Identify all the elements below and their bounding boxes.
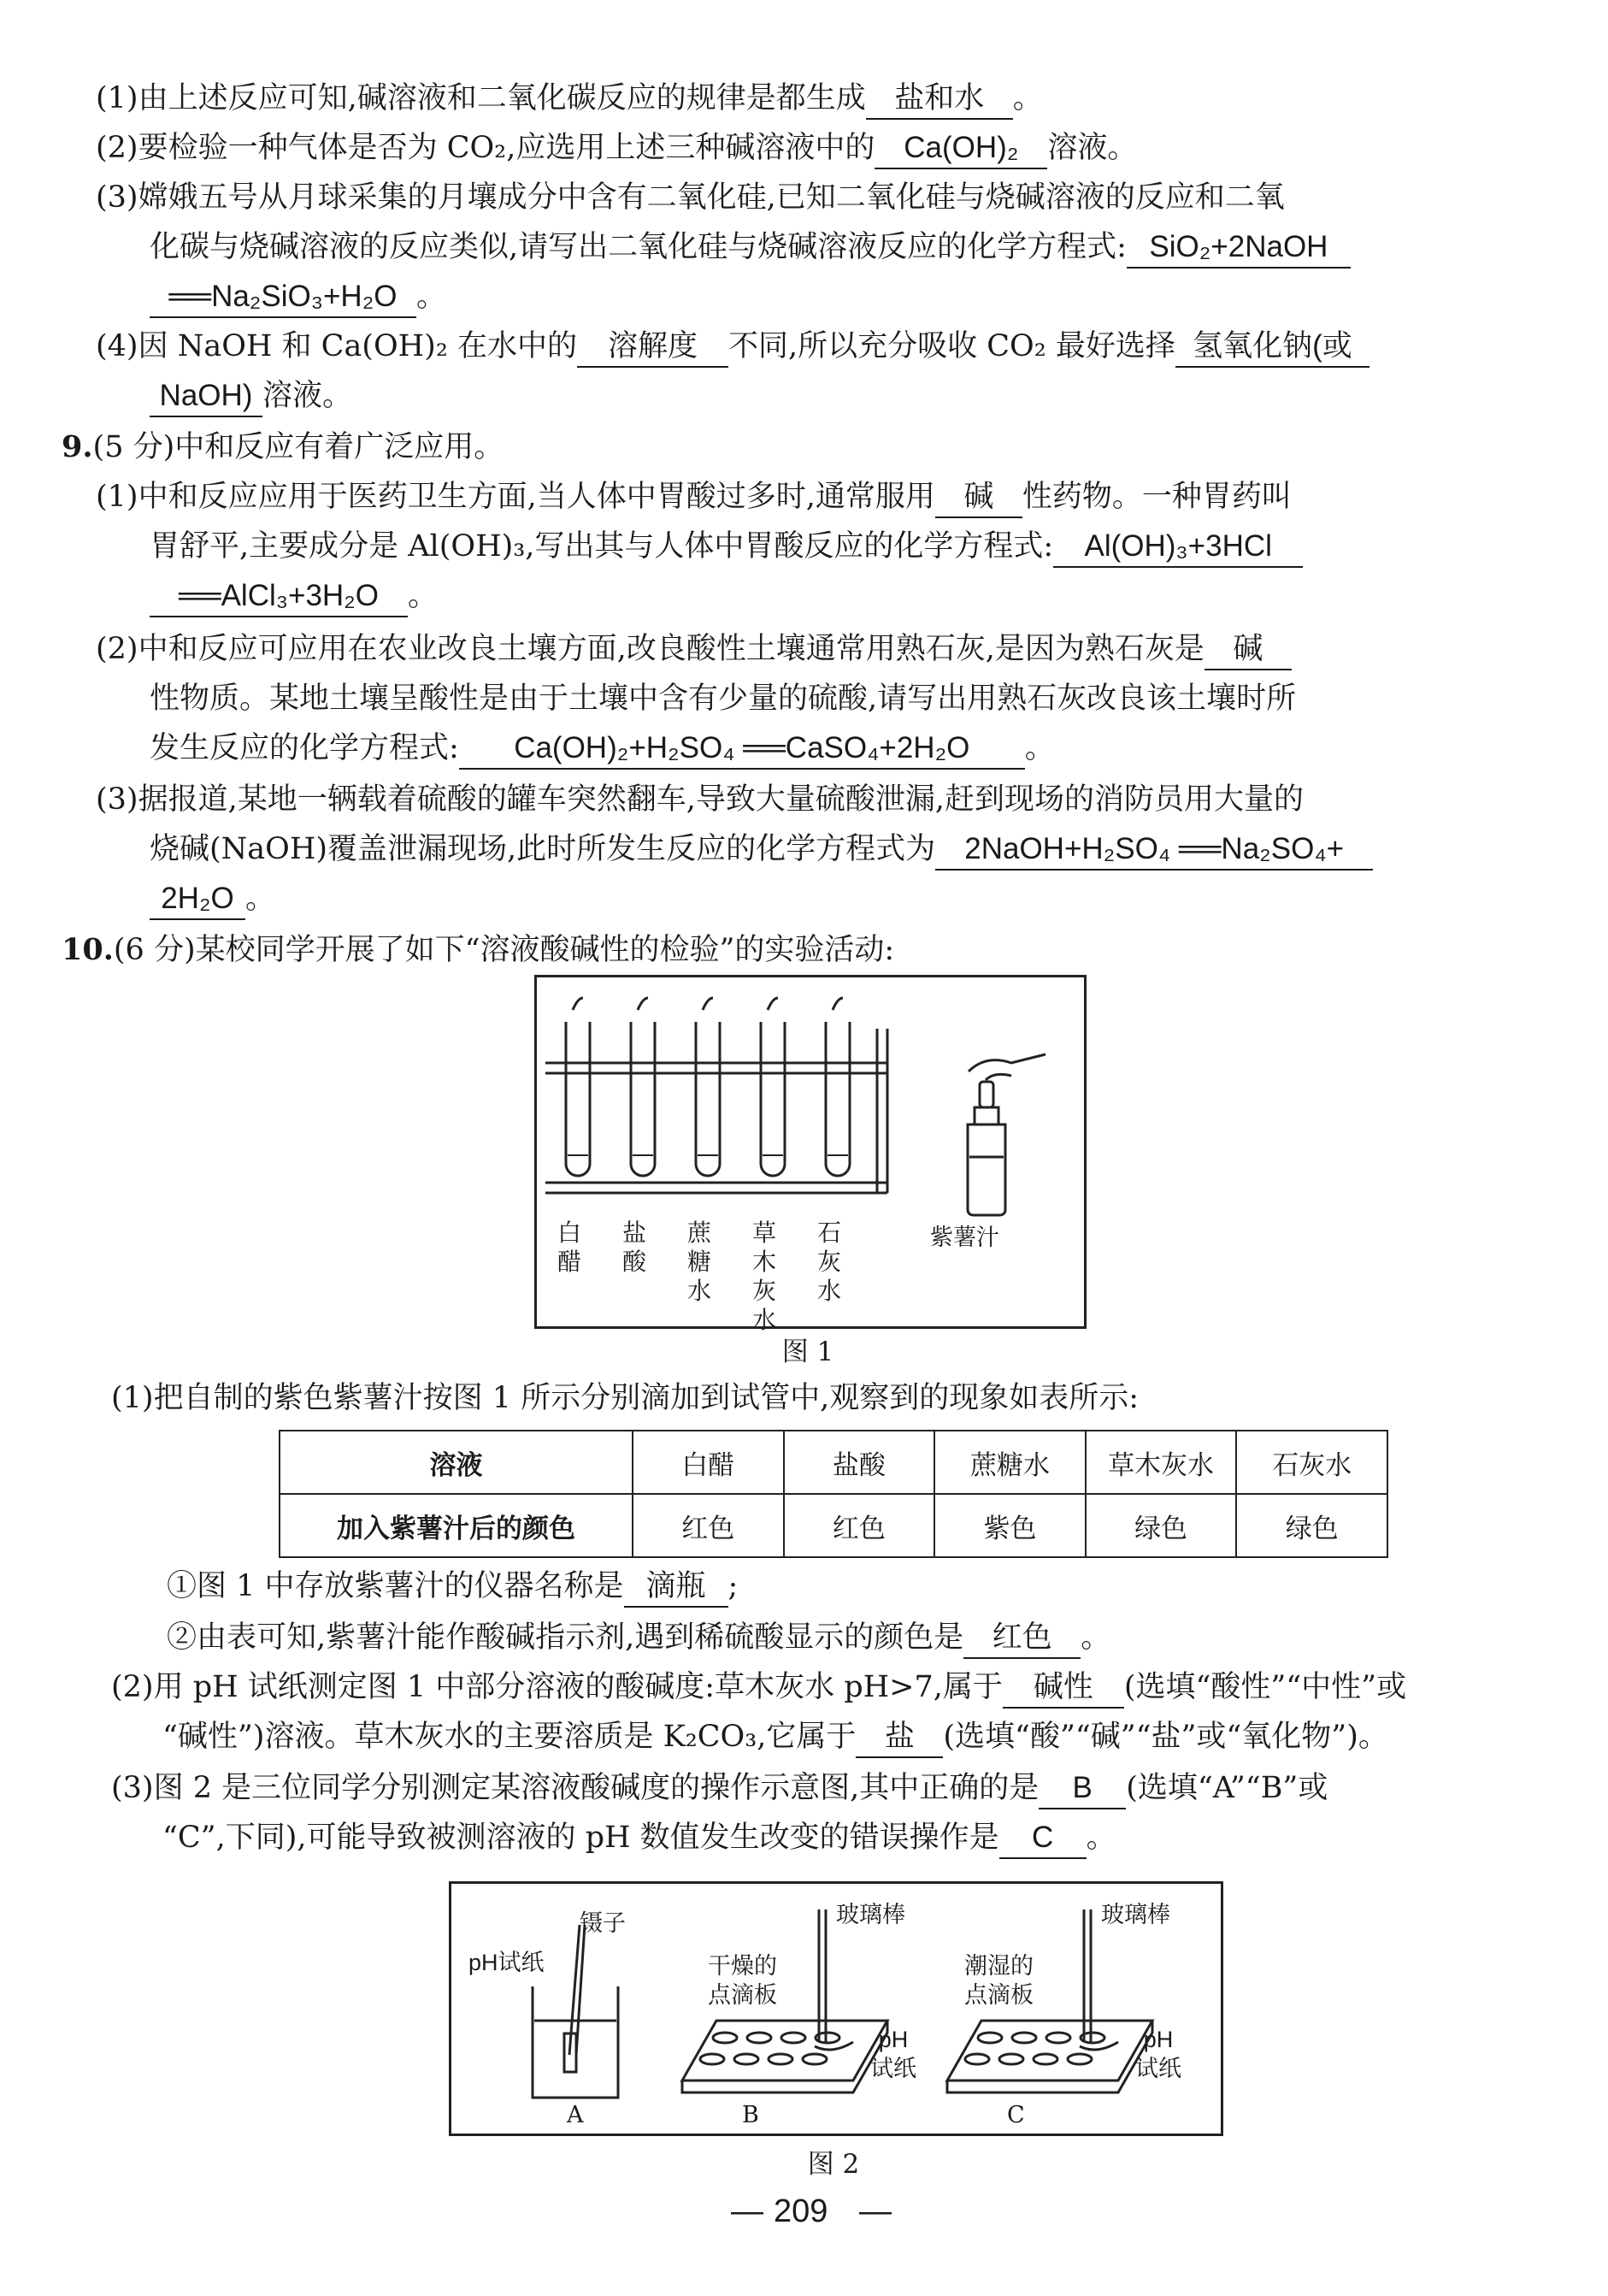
q9-answer-5b: 2H₂O bbox=[150, 879, 245, 920]
fig2-ph-paper-a: pH试纸 bbox=[468, 1950, 545, 1975]
q9-part2-line3 bbox=[150, 729, 1055, 770]
fig2-ph-paper-b bbox=[870, 2025, 916, 2083]
q9-answer-1: 碱 bbox=[935, 477, 1022, 518]
table-row bbox=[280, 1494, 1387, 1557]
figure-1 bbox=[534, 975, 1087, 1334]
fig2-ph-b-line2: 试纸 bbox=[870, 2056, 916, 2081]
page-number: 209 bbox=[774, 2193, 828, 2229]
q10-answer-6: C bbox=[999, 1818, 1087, 1859]
fig2-wet-plate-line2: 点滴板 bbox=[964, 1982, 1034, 2009]
q8-part1 bbox=[96, 79, 1043, 120]
table-cell: 红色 bbox=[633, 1494, 784, 1557]
table-cell: 盐酸 bbox=[784, 1431, 935, 1494]
q8-answer-2: Ca(OH)₂ bbox=[875, 128, 1047, 169]
q10-title bbox=[62, 930, 894, 970]
q10-sub2-text: ②由表可知,紫薯汁能作酸碱指示剂,遇到稀硫酸显示的颜色是 bbox=[167, 1620, 964, 1655]
q9-part3-end: 。 bbox=[245, 882, 276, 916]
q8-part3-text: 化碳与烧碱溶液的反应类似,请写出二氧化硅与烧碱溶液反应的化学方程式: bbox=[150, 230, 1127, 264]
q8-part3-end: 。 bbox=[416, 280, 447, 314]
table-cell: 蔗糖水 bbox=[934, 1431, 1086, 1494]
q10-part3-end: 。 bbox=[1086, 1821, 1116, 1855]
q10-part2-line2 bbox=[162, 1717, 1388, 1758]
figure-1-caption: 图 1 bbox=[781, 1337, 834, 1367]
q8-part3-line1: (3)嫦娥五号从月球采集的月壤成分中含有二氧化硅,已知二氧化硅与烧碱溶液的反应和二氧 bbox=[96, 180, 1285, 215]
q9-number: 9. bbox=[62, 429, 93, 464]
q8-part2 bbox=[96, 128, 1137, 169]
q9-part3-line2 bbox=[150, 829, 1373, 871]
q10-part2-line2-end: (选填“酸”“碱”“盐”或“氧化物”)。 bbox=[943, 1720, 1388, 1754]
table-cell: 红色 bbox=[784, 1494, 935, 1557]
q9-part1-text: (1)中和反应应用于医药卫生方面,当人体中胃酸过多时,通常服用 bbox=[96, 480, 935, 514]
q9-title-text: (5 分)中和反应有着广泛应用。 bbox=[92, 430, 504, 464]
fig2-dry-plate bbox=[708, 1952, 777, 2010]
q8-part3-line3 bbox=[150, 277, 446, 318]
q10-part3-text-end: (选填“A”“B”或 bbox=[1126, 1771, 1328, 1805]
fig2-ph-b-line1: pH bbox=[878, 2027, 909, 2052]
fig2-tweezers: 镊子 bbox=[580, 1910, 626, 1937]
q9-title bbox=[62, 428, 504, 467]
fig2-wet-plate-line1: 潮湿的 bbox=[964, 1953, 1034, 1980]
q10-part2-text: (2)用 pH 试纸测定图 1 中部分溶液的酸碱度:草木灰水 pH>7,属于 bbox=[111, 1670, 1003, 1704]
fig2-glass-rod-b: 玻璃棒 bbox=[836, 1902, 905, 1928]
table-cell: 绿色 bbox=[1086, 1494, 1237, 1557]
fig2-ph-paper-c bbox=[1135, 2025, 1181, 2083]
q9-part1-line3 bbox=[150, 576, 438, 617]
tube-label-3: 蔗糖水 bbox=[686, 1219, 711, 1305]
q10-sub2 bbox=[167, 1618, 1110, 1659]
q8-part4-end: 溶液。 bbox=[262, 379, 353, 413]
tube-label-2: 盐酸 bbox=[621, 1219, 646, 1276]
q9-part3-line3 bbox=[150, 879, 275, 920]
q10-part3-line2 bbox=[162, 1818, 1116, 1859]
q8-answer-1: 盐和水 bbox=[866, 79, 1013, 120]
tube-label-1: 白醋 bbox=[557, 1219, 581, 1276]
fig2-ph-c-line2: 试纸 bbox=[1135, 2056, 1181, 2081]
q8-part1-text: (1)由上述反应可知,碱溶液和二氧化碳反应的规律是都生成 bbox=[96, 81, 866, 115]
q10-part3-text: (3)图 2 是三位同学分别测定某溶液酸碱度的操作示意图,其中正确的是 bbox=[111, 1771, 1040, 1805]
table-cell: 紫色 bbox=[934, 1494, 1086, 1557]
q9-part2-end: 。 bbox=[1024, 731, 1055, 765]
q10-title-text: (6 分)某校同学开展了如下“溶液酸碱性的检验”的实验活动: bbox=[113, 933, 895, 967]
q9-answer-2b: ══AlCl₃+3H₂O bbox=[150, 576, 408, 617]
q8-part4-line1 bbox=[96, 327, 1369, 368]
q10-sub1-text: ①图 1 中存放紫薯汁的仪器名称是 bbox=[167, 1569, 624, 1603]
q9-part2-line3-text: 发生反应的化学方程式: bbox=[150, 731, 459, 765]
q10-sub1-end: ; bbox=[727, 1569, 739, 1603]
q8-answer-4a: 溶解度 bbox=[577, 327, 728, 368]
table-header-label: 溶液 bbox=[280, 1431, 633, 1494]
page-dash-left: — bbox=[731, 2193, 763, 2229]
table-cell: 白醋 bbox=[633, 1431, 784, 1494]
figure-2-caption: 图 2 bbox=[807, 2149, 860, 2180]
q8-part4-text: (4)因 NaOH 和 Ca(OH)₂ 在水中的 bbox=[96, 329, 577, 363]
q10-part2-line2-text: “碱性”)溶液。草木灰水的主要溶质是 K₂CO₃,它属于 bbox=[162, 1720, 857, 1754]
q8-answer-4b: 氢氧化钠(或 bbox=[1175, 327, 1369, 368]
q9-answer-2a: Al(OH)₃+3HCl bbox=[1053, 527, 1303, 568]
q10-part2-text-end: (选填“酸性”“中性”或 bbox=[1123, 1670, 1407, 1704]
table-row-label: 加入紫薯汁后的颜色 bbox=[280, 1494, 633, 1557]
fig2-ph-c-line1: pH bbox=[1143, 2027, 1174, 2052]
q9-part1-line2-text: 胃舒平,主要成分是 Al(OH)₃,写出其与人体中胃酸反应的化学方程式: bbox=[150, 529, 1054, 564]
q10-sub1 bbox=[167, 1567, 738, 1608]
q9-part1-line2 bbox=[150, 527, 1303, 568]
q9-part1-text-end: 性药物。一种胃药叫 bbox=[1022, 480, 1292, 514]
q8-answer-4c: NaOH) bbox=[150, 376, 262, 417]
q9-part2-line2: 性物质。某地土壤呈酸性是由于土壤中含有少量的硫酸,请写出用熟石灰改良该土壤时所 bbox=[150, 682, 1297, 716]
q10-answer-1: 滴瓶 bbox=[624, 1567, 728, 1608]
fig2-dry-plate-line1: 干燥的 bbox=[708, 1953, 777, 1980]
q9-answer-5a: 2NaOH+H₂SO₄ ══Na₂SO₄+ bbox=[935, 829, 1373, 871]
table-cell: 草木灰水 bbox=[1086, 1431, 1237, 1494]
q9-part2-text: (2)中和反应可应用在农业改良土壤方面,改良酸性土壤通常用熟石灰,是因为熟石灰是 bbox=[96, 632, 1205, 666]
q9-part1-line1 bbox=[96, 477, 1292, 518]
q10-number: 10. bbox=[62, 932, 114, 967]
fig2-dry-plate-line2: 点滴板 bbox=[708, 1982, 777, 2009]
fig2-wet-plate bbox=[964, 1952, 1034, 2010]
q10-answer-4: 盐 bbox=[856, 1717, 943, 1758]
q8-part2-end: 溶液。 bbox=[1047, 131, 1138, 165]
table-row bbox=[280, 1431, 1387, 1494]
fig2-label-c: C bbox=[1007, 2102, 1025, 2128]
table-cell: 石灰水 bbox=[1236, 1431, 1387, 1494]
q8-part3-line2 bbox=[150, 227, 1351, 269]
fig2-label-b: B bbox=[742, 2102, 759, 2128]
q9-part3-text: 烧碱(NaOH)覆盖泄漏现场,此时所发生反应的化学方程式为 bbox=[150, 832, 936, 866]
q10-part2-line1 bbox=[111, 1667, 1406, 1709]
q10-part1-intro: (1)把自制的紫色紫薯汁按图 1 所示分别滴加到试管中,观察到的现象如表所示: bbox=[111, 1381, 1140, 1415]
q8-part4-line2 bbox=[150, 376, 352, 417]
table-cell: 绿色 bbox=[1236, 1494, 1387, 1557]
q9-answer-3: 碱 bbox=[1205, 629, 1292, 670]
q10-answer-3: 碱性 bbox=[1003, 1667, 1124, 1709]
q10-answer-5: B bbox=[1039, 1768, 1126, 1809]
tube-label-4: 草木灰水 bbox=[751, 1219, 776, 1334]
dropper-label: 紫薯汁 bbox=[930, 1225, 999, 1251]
q9-part2-line1 bbox=[96, 629, 1292, 670]
q9-answer-4: Ca(OH)₂+H₂SO₄ ══CaSO₄+2H₂O bbox=[459, 729, 1025, 770]
q10-sub2-end: 。 bbox=[1081, 1620, 1111, 1655]
figure-2 bbox=[449, 1881, 1223, 2136]
q10-part3-line2-text: “C”,下同),可能导致被测溶液的 pH 数值发生改变的错误操作是 bbox=[162, 1821, 999, 1855]
q8-answer-3a: SiO₂+2NaOH bbox=[1127, 227, 1351, 269]
q10-answer-2: 红色 bbox=[963, 1618, 1081, 1659]
q9-part1-end: 。 bbox=[408, 579, 439, 613]
q8-part4-mid: 不同,所以充分吸收 CO₂ 最好选择 bbox=[728, 329, 1175, 363]
observation-table bbox=[279, 1430, 1388, 1558]
fig2-label-a: A bbox=[567, 2102, 584, 2128]
q8-answer-3b: ══Na₂SiO₃+H₂O bbox=[150, 277, 416, 318]
q8-part1-end: 。 bbox=[1012, 81, 1043, 115]
q9-part3-line1: (3)据报道,某地一辆载着硫酸的罐车突然翻车,导致大量硫酸泄漏,赶到现场的消防员用大量的 bbox=[96, 782, 1304, 817]
page-dash-right: — bbox=[859, 2193, 892, 2229]
fig2-glass-rod-c: 玻璃棒 bbox=[1101, 1902, 1170, 1928]
q8-part2-text: (2)要检验一种气体是否为 CO₂,应选用上述三种碱溶液中的 bbox=[96, 131, 875, 165]
tube-label-5: 石灰水 bbox=[816, 1219, 841, 1305]
q10-part3-line1 bbox=[111, 1768, 1328, 1809]
